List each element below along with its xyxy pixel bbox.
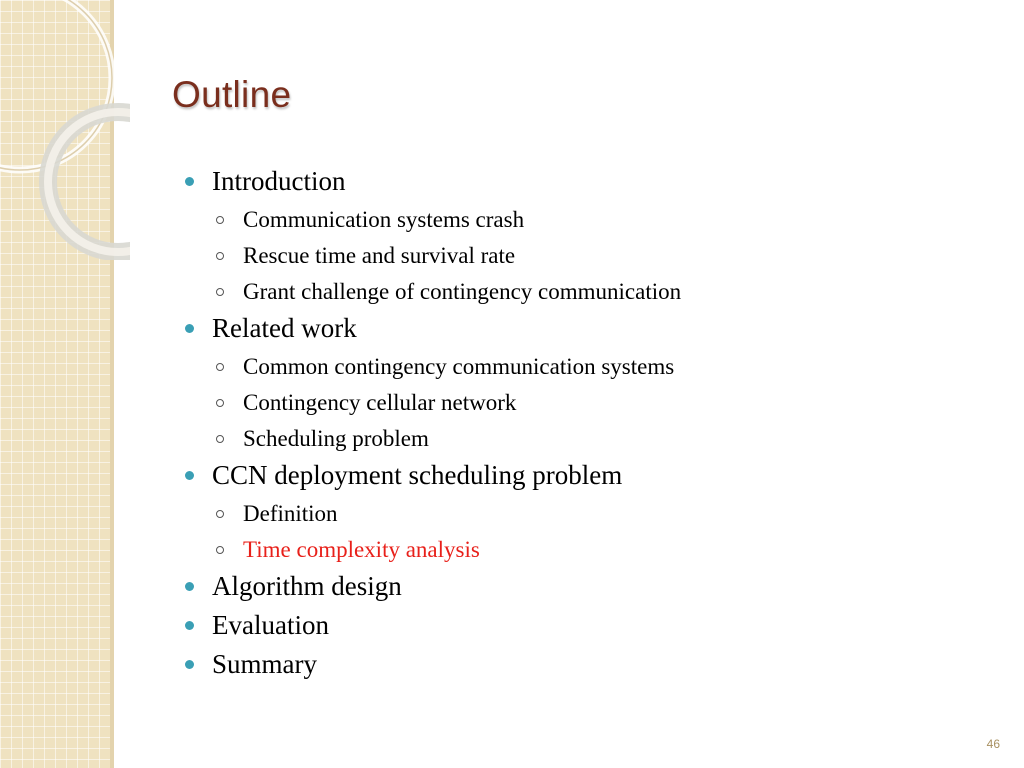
outline-item <box>182 458 982 497</box>
slide-title: Outline <box>172 74 292 115</box>
outline-subitem <box>182 350 982 386</box>
bullet-ring-icon <box>216 510 224 518</box>
outline-subitem <box>182 239 982 275</box>
outline-item-label: Summary <box>212 649 317 679</box>
outline-subitem-label: Scheduling problem <box>243 426 429 451</box>
outline-item-label: Evaluation <box>212 610 329 640</box>
outline-subitem-label: Common contingency communication systems <box>243 354 675 379</box>
bullet-ring-icon <box>216 252 224 260</box>
bullet-ring-icon <box>216 288 224 296</box>
bullet-dot-icon <box>185 177 194 186</box>
page-number: 46 <box>986 737 1000 751</box>
bullet-ring-icon <box>216 399 224 407</box>
bullet-dot-icon <box>185 471 194 480</box>
outline-subitem-label: Communication systems crash <box>243 207 525 232</box>
outline-item-label: Algorithm design <box>212 571 402 601</box>
outline-subitem <box>182 203 982 239</box>
bullet-ring-icon <box>216 216 224 224</box>
outline-item <box>182 311 982 350</box>
outline-subitem <box>182 422 982 458</box>
outline-item-label: Related work <box>212 313 357 343</box>
outline-subitem <box>182 497 982 533</box>
bullet-ring-icon <box>216 363 224 371</box>
outline-item <box>182 569 982 608</box>
outline-subitem <box>182 275 982 311</box>
bullet-dot-icon <box>185 582 194 591</box>
outline-item <box>182 608 982 647</box>
decorative-circles <box>0 0 130 260</box>
outline-subitem-label: Definition <box>243 501 338 526</box>
outline-item-label: CCN deployment scheduling problem <box>212 460 623 490</box>
outline-item-label: Introduction <box>212 166 346 196</box>
outline-subitem-label: Rescue time and survival rate <box>243 243 516 268</box>
bullet-dot-icon <box>185 660 194 669</box>
outline-subitem-label: Time complexity analysis <box>243 537 480 562</box>
outline-subitem <box>182 386 982 422</box>
outline-subitem-label: Grant challenge of contingency communication <box>243 279 682 304</box>
bullet-ring-icon <box>216 546 224 554</box>
outline-subitem <box>182 533 982 569</box>
outline-item <box>182 647 982 686</box>
bullet-dot-icon <box>185 324 194 333</box>
bullet-dot-icon <box>185 621 194 630</box>
outline-subitem-label: Contingency cellular network <box>243 390 517 415</box>
outline-item <box>182 164 982 203</box>
outline-list <box>182 164 982 686</box>
bullet-ring-icon <box>216 435 224 443</box>
